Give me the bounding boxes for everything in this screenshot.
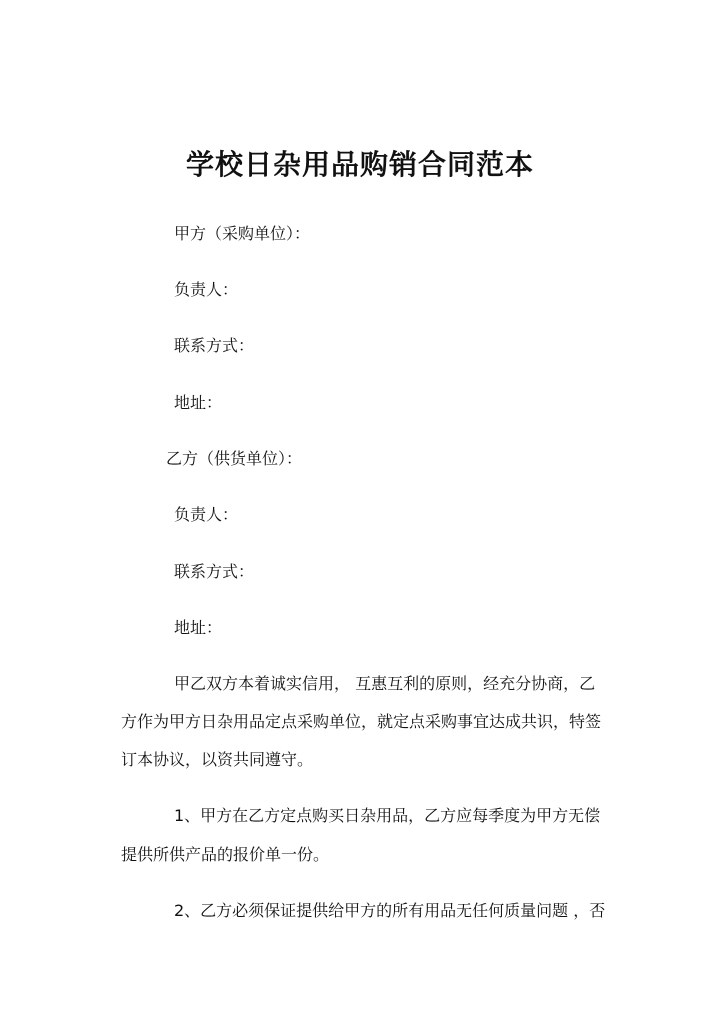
party-b-address: 地址： bbox=[174, 618, 223, 637]
intro-line-3: 订本协议，以资共同遵守。 bbox=[121, 750, 314, 769]
party-a-responsible: 负责人： bbox=[174, 280, 239, 299]
intro-line-2: 方作为甲方日杂用品定点采购单位，就定点采购事宜达成共识，特签 bbox=[121, 712, 602, 731]
clause-1-line-2: 提供所供产品的报价单一份。 bbox=[121, 845, 330, 864]
clause-2-line-1: 2、乙方必须保证提供给甲方的所有用品无任何质量问题 ，否 bbox=[174, 901, 606, 920]
party-a-contact: 联系方式： bbox=[174, 336, 255, 355]
intro-line-1: 甲乙双方本着诚实信用， 互惠互利的原则，经充分协商，乙 bbox=[174, 674, 596, 693]
party-b-contact: 联系方式： bbox=[174, 562, 255, 581]
clause-1-line-1: 1、甲方在乙方定点购买日杂用品，乙方应每季度为甲方无偿 bbox=[174, 806, 601, 825]
party-a-address: 地址： bbox=[174, 393, 223, 412]
party-b-responsible: 负责人： bbox=[174, 505, 239, 524]
party-b-header: 乙方（供货单位）： bbox=[166, 449, 303, 468]
party-a-header: 甲方（采购单位）： bbox=[174, 224, 311, 243]
page-title: 学校日杂用品购销合同范本 bbox=[185, 148, 534, 181]
